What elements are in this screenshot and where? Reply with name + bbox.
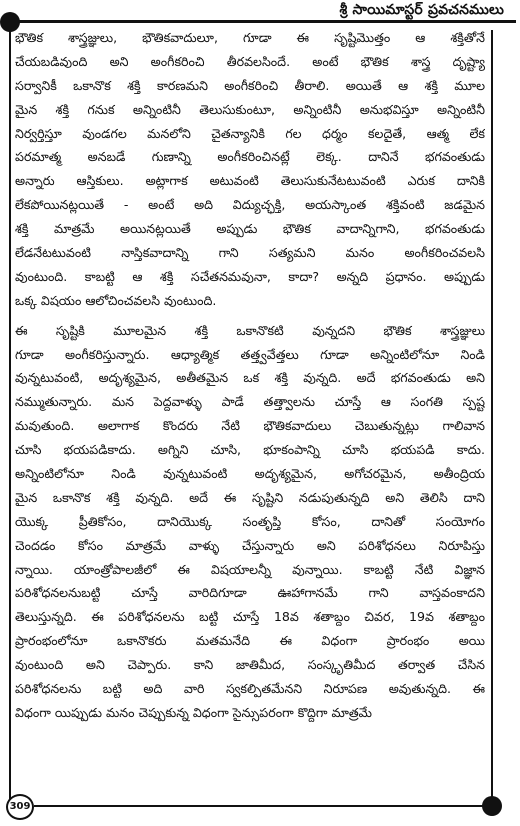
text-line: పరమాత్మ అనబడే గుణాన్ని అంగీకరించినట్లే లెక్క. దానినే భగవంతుడు — [15, 149, 485, 165]
paragraph — [15, 26, 485, 313]
frame-left-border — [9, 30, 11, 806]
text-line: నమ్ముతున్నారు. మన పెద్దవాళ్ళు పాడే తత్త్వాలను చూస్తే ఆ సంగతి స్పష్ట — [15, 394, 485, 410]
text-line: అన్నారు ఆస్తికులు. అట్లాగాక అటువంటి తెలుసుకునేటటువంటి ఎరుక దానికి — [15, 173, 485, 189]
frame-bottom-border — [34, 805, 492, 807]
text-line: సర్వానికీ ఒకానొక శక్తి కారణమని అంగీకరించి తీరాలి. అయితే ఆ శక్తి మూల — [15, 77, 485, 93]
text-line: ఈ సృష్టికి మూలమైన శక్తి ఒకానొకటి వున్నదని భౌతిక శాస్త్రజ్ఞులు — [15, 322, 485, 338]
page-number: 309 — [6, 794, 34, 820]
text-line: అన్నింటిలోనూ నిండి వున్నటువంటి అదృశ్యమైన, అగోచరమైన, అతీంద్రియ — [15, 466, 485, 482]
text-line: చేయబడివుంది అని అంగీకరించి తీరవలసిందే. అంటే భౌతిక శాస్త్ర దృష్ట్యా — [15, 53, 485, 69]
text-line: లేడనేటటువంటి నాస్తికవాదాన్ని గాని సత్యమని మనం అంగీకరించవలసి — [15, 245, 485, 261]
text-line: గూడా అంగీకరిస్తున్నారు. ఆధ్యాత్మిక తత్త్వవేత్తలు గూడా అన్నింటిలోనూ నిండి — [15, 346, 485, 362]
text-line: యొక్క ప్రీతికోసం, దానియొక్క సంతృప్తి కోసం, దానితో సంయోగం — [15, 513, 485, 529]
text-line: చూసి భయపడికాదు. అగ్నిని చూసి, భూకంపాన్ని చూసి భయపడి కాదు. — [15, 442, 485, 458]
text-line: మైన ఒకానొక శక్తి వున్నది. అదే ఈ సృష్టిని నడుపుతున్నది అని తెలిసి దాని — [15, 489, 485, 505]
text-line: పరిశోధనలనుబట్టి చూస్తే వారిదిగూడా ఊహాగానమే గాని వాస్తవంకాదని — [15, 585, 485, 601]
paragraph — [15, 319, 485, 725]
header-rule — [4, 20, 516, 23]
text-line: వుంటుంది అని చెప్పారు. కాని జాతిమీద, సంస్కృతిమీద తర్వాత చేసిన — [15, 657, 485, 673]
text-line: న్నాయి. యాంత్రోపాలజీలో ఈ విషయాలన్నీ వున్నాయి. కాబట్టి నేటి విజ్ఞాన — [15, 561, 485, 577]
text-line: పరిశోధనలను బట్టి అది వారి స్వకల్పితమేనని నిరూపణ అవుతున్నది. ఈ — [15, 681, 485, 697]
text-line: విధంగా యిప్పుడు మనం చెప్పుకున్న విధంగా సైన్సుపరంగా కొద్దిగా మాత్రమే — [15, 704, 372, 720]
text-line: ఒక్క విషయం ఆలోచించవలసి వుంటుంది. — [15, 292, 217, 308]
text-line: లేకపోయినట్లయితే - అంటే అది విద్యుచ్ఛక్తి, అయస్కాంత శక్తివంటి జడమైన — [15, 197, 485, 213]
text-line: ప్రారంభంలోనూ ఒకానొకరు మతమనేది ఈ విధంగా ప్రారంభం అయి — [15, 633, 485, 649]
text-line: భౌతిక శాస్త్రజ్ఞులు, భౌతికవాదులూ, గూడా ఈ సృష్టిమొత్తం ఆ శక్తితోనే — [15, 30, 485, 45]
ornament-dot-bottom-right — [482, 796, 502, 816]
text-line: తెలుస్తున్నది. ఈ పరిశోధనలను బట్టి చూస్తే 18వ శతాబ్దం చివర, 19వ శతాబ్దం — [15, 609, 485, 625]
text-line: వున్నటువంటి, అదృశ్యమైన, అతీతమైన ఒక శక్తి వున్నది. అదే భగవంతుడు అని — [15, 370, 485, 386]
running-header-title: శ్రీ సాయిమాస్టర్ ప్రవచనములు — [339, 2, 504, 18]
frame-right-border — [491, 30, 493, 806]
text-line: మవుతుంది. అలాగాక కొందరు నేటి భౌతికవాదులు చెబుతున్నట్లు గాలివాన — [15, 418, 485, 434]
text-line: వుంటుంది. కాబట్టి ఆ శక్తి సచేతనమవునా, కాదా? అన్నది ప్రధానం. అప్పుడు — [15, 268, 485, 284]
text-line: మైన శక్తి గనుక అన్నింటినీ తెలుసుకుంటూ, అన్నింటినీ అనుభవిస్తూ అన్నింటినీ — [15, 101, 485, 117]
text-line: చెందడం కోసం మాత్రమే వాళ్ళు చేస్తున్నారు అని పరిశోధనలు నిరూపిస్తు — [15, 537, 485, 553]
text-line: నిర్వర్తిస్తూ వుండగల మనలోని చైతన్యానికి గల ధర్మం కలదైతే, ఆత్మ లేక — [15, 125, 485, 141]
body-text — [15, 26, 485, 725]
text-line: శక్తి మాత్రమే అయినట్లయితే అప్పుడు భౌతిక వాదాన్నిగాని, భగవంతుడు — [15, 221, 485, 237]
